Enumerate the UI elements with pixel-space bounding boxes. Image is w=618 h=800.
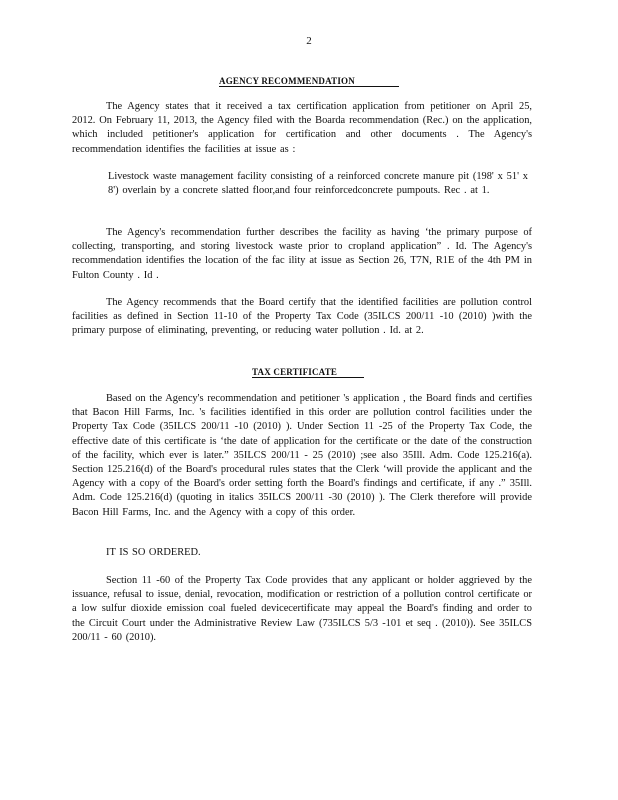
- tax-certificate-heading: TAX CERTIFICATE: [252, 367, 364, 378]
- paragraph-agency-application: The Agency states that it received a tax certification application from petitioner on April 25, 2012. On February 11, 2013, the Agency filed with the Boarda recommendation (Rec.) on the application, which included petitioner's application for certification and other documents . The Agency's recommendation identifies the facilities at issue as :: [72, 101, 532, 155]
- order-statement: IT IS SO ORDERED.: [106, 547, 201, 558]
- paragraph-facility-purpose: The Agency's recommendation further describes the facility as having ‘the primary purpose of collecting, transporting, and storing livestock waste prior to cropland application” . Id. The Agency's recommendation identifies the location of the fac ility at issue as Section 26, T7N, R1E of the 4th PM in Fulton County . Id .: [72, 227, 532, 281]
- agency-recommendation-heading: AGENCY RECOMMENDATION: [219, 76, 399, 87]
- paragraph-board-findings: Based on the Agency's recommendation and petitioner 's application , the Board finds and certifies that Bacon Hill Farms, Inc. 's facilities identified in this order are pollution control facilities under the Property Tax Code (35ILCS 200/11 -10 (2010) ). Under Section 11 -25 of the Property Tax Code, the effective date of this certificate is ‘the date of application for the certificate or the date of the construction of the facility, which ever is later.” 35ILCS 200/11 - 25 (2010) ;see also 35Ill. Adm. Code 125.216(a). Section 125.216(d) of the Board's procedural rules states that the Clerk ‘will provide the applicant and the Agency with a copy of the Board's order setting forth the Board's findings and certificate, if any .” 35Ill. Adm. Code 125.216(d) (quoting in italics 35ILCS 200/11 -30 (2010) ). The Clerk therefore will provide Bacon Hill Farms, Inc. and the Agency with a copy of this order.: [72, 393, 532, 518]
- paragraph-agency-recommends: The Agency recommends that the Board certify that the identified facilities are pollution control facilities as defined in Section 11-10 of the Property Tax Code (35ILCS 200/11 -10 (2010) )with the primary purpose of eliminating, preventing, or reducing water pollution . Id. at 2.: [72, 297, 532, 337]
- block-quote-facility: Livestock waste management facility consisting of a reinforced concrete manure pit (198' x 51' x 8') overlain by a concrete slatted floor,and four reinforcedconcrete pumpouts. Rec . at 1.: [108, 171, 528, 197]
- page-number: 2: [306, 35, 312, 47]
- paragraph-appeal-rights: Section 11 -60 of the Property Tax Code provides that any applicant or holder aggrieved by the issuance, refusal to issue, denial, revocation, modification or restriction of a pollution control certificate or a low sulfur dioxide emission coal fueled devicecertificate may appeal the Board's finding and order to the Circuit Court under the Administrative Review Law (735ILCS 5/3 -101 et seq . (2010)). See 35ILCS 200/11 - 60 (2010).: [72, 575, 532, 643]
